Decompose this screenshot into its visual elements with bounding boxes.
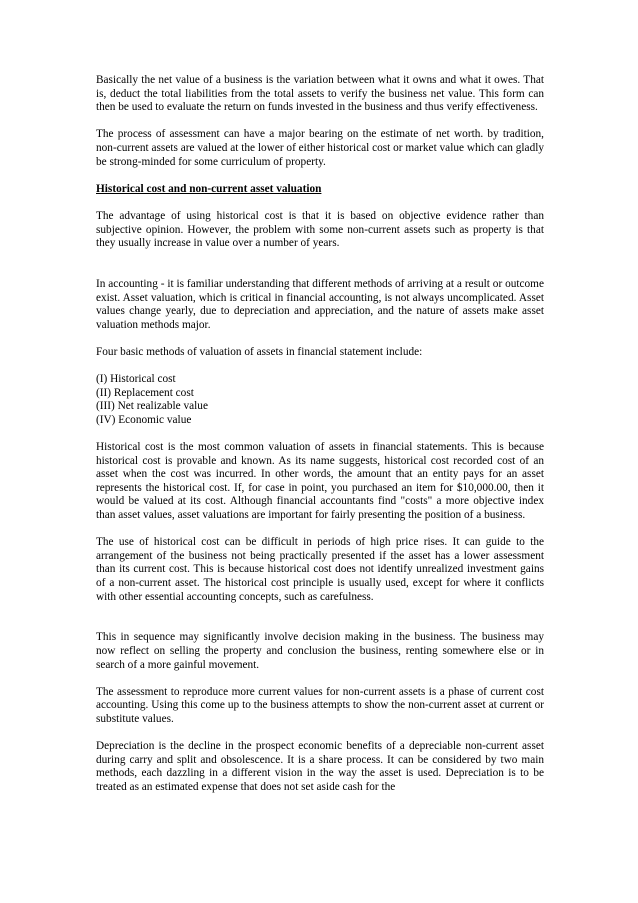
paragraph-historical-cost-advantage: The advantage of using historical cost is that it is based on objective evidence rather than subjective opinion. However, the problem with some non-current assets such as property is that they usually increase in value over a number of years. (96, 209, 544, 250)
paragraph-net-value: Basically the net value of a business is the variation between what it owns and what it owes. That is, deduct the total liabilities from the total assets to verify the business net value. This form can then be used to evaluate the return on funds invested in the business and thus verify effectiveness. (96, 74, 544, 114)
section-heading: Historical cost and non-current asset valuation (96, 182, 322, 195)
list-item: (III) Net realizable value (96, 400, 208, 413)
paragraph-methods-intro: Four basic methods of valuation of assets in financial statement include: (96, 345, 423, 358)
paragraph-historical-cost-difficulty: The use of historical cost can be difficult in periods of high price rises. It can guide to the arrangement of the business not being practically presented if the asset has a lower assessment than its current cost. This is because historical cost does not identify unrealized investment gains of a non-current asset. The historical cost principle is usually used, except for where it conflicts with other essential accounting concepts, such as carefulness. (96, 536, 544, 603)
valuation-methods-list (96, 373, 544, 427)
paragraph-current-cost-accounting: The assessment to reproduce more current values for non-current assets is a phase of current cost accounting. Using this come up to the business attempts to show the non-current asset at current or substitute values. (96, 685, 544, 725)
list-item: (IV) Economic value (96, 413, 192, 426)
paragraph-depreciation: Depreciation is the decline in the prospect economic benefits of a depreciable non-current asset during carry and split and obsolescence. It is a share process. It can be considered by two main methods, each dazzling in a different vision in the way the asset is used. Depreciation is to be treated as an estimated expense that does not set aside cash for the (96, 740, 544, 793)
paragraph-asset-valuation: In accounting - it is familiar understanding that different methods of arriving at a result or outcome exist. Asset valuation, which is critical in financial accounting, is not always uncomplicated. Asset values change yearly, due to depreciation and appreciation, and the nature of assets make asset valuation methods major. (96, 277, 544, 331)
document-page (96, 74, 544, 808)
paragraph-decision-making: This in sequence may significantly involve decision making in the business. The business may now reflect on selling the property and conclusion the business, renting somewhere else or in search of a more gainful movement. (96, 631, 544, 671)
list-item: (II) Replacement cost (96, 386, 194, 399)
list-item: (I) Historical cost (96, 373, 176, 386)
paragraph-assessment-process: The process of assessment can have a major bearing on the estimate of net worth. by tradition, non-current assets are valued at the lower of either historical cost or market value which can gladly be strong-minded for some curriculum of property. (96, 128, 544, 168)
paragraph-historical-cost-common: Historical cost is the most common valuation of assets in financial statements. This is because historical cost is provable and known. As its name suggests, historical cost recorded cost of an asset when the cost was incurred. In other words, the amount that an entity pays for an asset represents the historical cost. If, for case in point, you purchased an item for $10,000.00, then it would be valued at its cost. Although financial accountants find "costs" a more objective index than asset values, asset valuations are important for fairly presenting the position of a business. (96, 441, 544, 521)
